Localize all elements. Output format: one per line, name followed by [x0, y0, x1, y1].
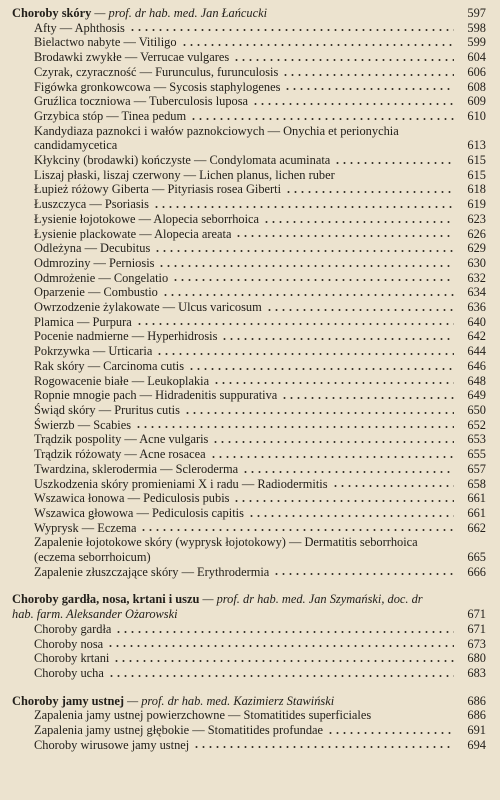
- dot-leader: [129, 22, 454, 32]
- entry-text: Brodawki zwykłe — Verrucae vulgares: [34, 50, 230, 65]
- dot-leader: [153, 199, 454, 209]
- entry-page-number: 598: [467, 20, 486, 35]
- toc-entry[interactable]: [34, 651, 486, 666]
- entry-page-number: 671: [467, 621, 486, 636]
- toc-entry[interactable]: [34, 241, 486, 256]
- entry-page-number: 609: [467, 94, 486, 109]
- entry-text: Pocenie nadmierne — Hyperhidrosis: [34, 329, 218, 344]
- entry-page-number: 613: [467, 138, 486, 153]
- entry-text: Kłykciny (brodawki) kończyste — Condylomata acuminata: [34, 153, 331, 168]
- entry-page-number: 691: [467, 723, 486, 738]
- entry-page-number: 640: [467, 314, 486, 329]
- toc-entry[interactable]: [34, 506, 486, 521]
- dot-leader: [136, 316, 454, 326]
- dot-leader: [242, 464, 454, 474]
- toc-entry[interactable]: [34, 80, 486, 95]
- entry-text: Ropnie mnogie pach — Hidradenitis suppurativa: [34, 388, 278, 403]
- dot-leader: [248, 508, 454, 518]
- dot-leader: [210, 449, 454, 459]
- entry-page-number: 606: [467, 64, 486, 79]
- entry-text: Wszawica łonowa — Pediculosis pubis: [34, 491, 230, 506]
- dot-leader: [193, 739, 454, 749]
- toc-entry[interactable]: [34, 168, 486, 183]
- entry-text: Bielactwo nabyte — Vitiligo: [34, 35, 177, 50]
- dot-leader: [266, 302, 454, 312]
- entry-text: Choroby nosa: [34, 636, 104, 651]
- entry-page-number: 653: [467, 432, 486, 447]
- toc-entry[interactable]: [34, 723, 486, 738]
- section-title: Choroby skóry: [12, 6, 92, 20]
- toc-entry[interactable]: [34, 622, 486, 637]
- entry-page-number: 661: [467, 491, 486, 506]
- entry-text: Oparzenie — Combustio: [34, 285, 158, 300]
- entry-text: Wyprysk — Eczema: [34, 520, 137, 535]
- toc-entry[interactable]: [34, 182, 486, 197]
- toc-entry[interactable]: [34, 666, 486, 681]
- dot-leader: [135, 419, 454, 429]
- entry-page-number: 694: [467, 737, 486, 752]
- toc-entry[interactable]: [34, 329, 486, 344]
- toc-section: [12, 694, 486, 753]
- section-title: Choroby jamy ustnej: [12, 693, 124, 708]
- entry-list: [12, 622, 486, 681]
- toc-entry[interactable]: [34, 565, 486, 580]
- toc-entry[interactable]: [34, 738, 486, 753]
- entry-page-number: 680: [467, 651, 486, 666]
- dot-leader: [172, 272, 454, 282]
- entry-text: Trądzik różowaty — Acne rosacea: [34, 447, 206, 462]
- dot-leader: [221, 331, 454, 341]
- entry-page-number: 615: [467, 153, 486, 168]
- entry-text: Gruźlica toczniowa — Tuberculosis luposa: [34, 94, 249, 109]
- dot-leader: [213, 375, 454, 385]
- dot-leader: [188, 361, 454, 371]
- dot-leader: [281, 390, 454, 400]
- dot-leader: [107, 638, 454, 648]
- entry-page-number: 610: [467, 108, 486, 123]
- toc-entry[interactable]: [34, 432, 486, 447]
- entry-page-number: 657: [467, 461, 486, 476]
- entry-page-number: 615: [467, 167, 486, 182]
- toc-entry[interactable]: [34, 227, 486, 242]
- entry-page-number: 665: [467, 550, 486, 565]
- toc-entry[interactable]: [34, 535, 486, 564]
- dot-leader: [113, 653, 454, 663]
- entry-text: Pokrzywka — Urticaria: [34, 344, 153, 359]
- dot-leader: [285, 184, 454, 194]
- entry-page-number: 604: [467, 50, 486, 65]
- entry-text: Choroby ucha: [34, 665, 104, 680]
- entry-text: Zapalenia jamy ustnej powierzchowne — Stomatitides superficiales: [34, 708, 372, 723]
- dot-leader: [332, 478, 454, 488]
- entry-text: Rak skóry — Carcinoma cutis: [34, 358, 185, 373]
- entry-text: Zapalenie złuszczające skóry — Erythrodermia: [34, 564, 270, 579]
- section-authors: — prof. dr hab. med. Kazimierz Stawiński: [123, 693, 335, 708]
- section-heading[interactable]: [12, 592, 486, 621]
- entry-text: Kandydiaza paznokci i wałów paznokciowych — Onychia et perionychia candidamycetica: [34, 123, 399, 153]
- section-page-number: 686: [467, 693, 486, 708]
- section-heading-text: [12, 6, 458, 21]
- entry-page-number: 644: [467, 344, 486, 359]
- entry-text: Świerzb — Scabies: [34, 417, 132, 432]
- dot-leader: [327, 725, 454, 735]
- dot-leader: [282, 67, 454, 77]
- toc-entry[interactable]: [34, 35, 486, 50]
- section-heading[interactable]: [12, 6, 486, 21]
- entry-page-number: 619: [467, 197, 486, 212]
- entry-text: Grzybica stóp — Tinea pedum: [34, 108, 187, 123]
- entry-page-number: 599: [467, 35, 486, 50]
- entry-page-number: 623: [467, 211, 486, 226]
- entry-page-number: 658: [467, 476, 486, 491]
- toc-entry[interactable]: [34, 109, 486, 124]
- entry-text: Odleżyna — Decubitus: [34, 241, 151, 256]
- section-page-number: 597: [467, 6, 486, 20]
- dot-leader: [252, 96, 454, 106]
- toc-entry[interactable]: [34, 708, 486, 723]
- toc-section: [12, 592, 486, 680]
- entry-text: Twardzina, sklerodermia — Scleroderma: [34, 461, 239, 476]
- toc-entry[interactable]: [34, 315, 486, 330]
- entry-text: Figówka gronkowcowa — Sycosis staphylogenes: [34, 79, 281, 94]
- entry-page-number: 648: [467, 373, 486, 388]
- toc-entry[interactable]: [34, 344, 486, 359]
- toc-entry[interactable]: [34, 94, 486, 109]
- entry-page-number: 666: [467, 564, 486, 579]
- dot-leader: [190, 111, 454, 121]
- entry-page-number: 636: [467, 300, 486, 315]
- toc-entry[interactable]: [34, 637, 486, 652]
- entry-text: Choroby gardła: [34, 621, 112, 636]
- section-authors: — prof. dr hab. med. Jan Łańcucki: [91, 6, 268, 20]
- dot-leader: [158, 258, 454, 268]
- entry-text: Owrzodzenie żylakowate — Ulcus varicosum: [34, 300, 262, 315]
- dot-leader: [235, 228, 454, 238]
- entry-page-number: 655: [467, 447, 486, 462]
- dot-leader: [184, 405, 454, 415]
- entry-page-number: 686: [467, 708, 486, 723]
- entry-page-number: 661: [467, 505, 486, 520]
- dot-leader: [334, 155, 454, 165]
- toc-entry[interactable]: [34, 403, 486, 418]
- section-heading[interactable]: [12, 694, 486, 709]
- entry-page-number: 618: [467, 182, 486, 197]
- entry-text: Afty — Aphthosis: [34, 20, 125, 35]
- toc-entry[interactable]: [34, 124, 486, 153]
- section-authors: — prof. dr hab. med. Jan Szymański, doc. dr hab. farm. Aleksander Ożarowski: [12, 592, 423, 622]
- entry-text: Choroby krtani: [34, 651, 110, 666]
- toc-entry[interactable]: [34, 491, 486, 506]
- dot-leader: [162, 287, 454, 297]
- entry-text: Łuszczyca — Psoriasis: [34, 197, 149, 212]
- dot-leader: [154, 243, 454, 253]
- entry-list: [12, 708, 486, 752]
- dot-leader: [140, 522, 454, 532]
- entry-page-number: 642: [467, 329, 486, 344]
- toc-entry[interactable]: [34, 197, 486, 212]
- dot-leader: [273, 566, 454, 576]
- section-heading-text: [12, 592, 458, 621]
- entry-text: Trądzik pospolity — Acne vulgaris: [34, 432, 209, 447]
- dot-leader: [233, 493, 454, 503]
- section-page-number: 671: [467, 607, 486, 622]
- dot-leader: [181, 37, 454, 47]
- toc-entry[interactable]: [34, 521, 486, 536]
- toc-entry[interactable]: [34, 388, 486, 403]
- entry-text: Choroby wirusowe jamy ustnej: [34, 737, 190, 752]
- entry-text: Czyrak, czyraczność — Furunculus, furunculosis: [34, 64, 279, 79]
- dot-leader: [233, 52, 454, 62]
- toc-entry[interactable]: [34, 65, 486, 80]
- entry-text: Odmroziny — Perniosis: [34, 255, 155, 270]
- entry-page-number: 683: [467, 665, 486, 680]
- dot-leader: [263, 214, 454, 224]
- entry-page-number: 662: [467, 520, 486, 535]
- entry-list: [12, 21, 486, 580]
- entry-page-number: 630: [467, 255, 486, 270]
- toc-entry[interactable]: [34, 374, 486, 389]
- dot-leader: [108, 668, 454, 678]
- dot-leader: [284, 81, 454, 91]
- toc-entry[interactable]: [34, 477, 486, 492]
- toc-entry[interactable]: [34, 285, 486, 300]
- toc-entry[interactable]: [34, 50, 486, 65]
- entry-page-number: 626: [467, 226, 486, 241]
- dot-leader: [156, 346, 454, 356]
- toc-entry[interactable]: [34, 359, 486, 374]
- entry-text: Łysienie plackowate — Alopecia areata: [34, 226, 232, 241]
- section-title: Choroby gardła, nosa, krtani i uszu: [12, 592, 200, 607]
- entry-text: Łupież różowy Giberta — Pityriasis rosea Giberti: [34, 182, 282, 197]
- dot-leader: [115, 624, 454, 634]
- entry-text: Wszawica głowowa — Pediculosis capitis: [34, 505, 244, 520]
- toc-entry[interactable]: [34, 447, 486, 462]
- entry-text: Świąd skóry — Pruritus cutis: [34, 402, 180, 417]
- entry-page-number: 646: [467, 358, 486, 373]
- toc-entry[interactable]: [34, 21, 486, 36]
- entry-page-number: 649: [467, 388, 486, 403]
- entry-page-number: 634: [467, 285, 486, 300]
- entry-text: Zapalenia jamy ustnej głębokie — Stomatitides profundae: [34, 723, 324, 738]
- entry-page-number: 650: [467, 402, 486, 417]
- toc-entry[interactable]: [34, 271, 486, 286]
- entry-text: Zapalenie łojotokowe skóry (wyprysk łojotokowy) — Dermatitis seborrhoica (eczema seborrhoicum): [34, 535, 418, 565]
- entry-text: Rogowacenie białe — Leukoplakia: [34, 373, 210, 388]
- entry-page-number: 629: [467, 241, 486, 256]
- toc-entry[interactable]: [34, 300, 486, 315]
- toc-entry[interactable]: [34, 256, 486, 271]
- entry-text: Uszkodzenia skóry promieniami X i radu — Radiodermitis: [34, 476, 328, 491]
- toc-entry[interactable]: [34, 212, 486, 227]
- entry-page-number: 632: [467, 270, 486, 285]
- toc-entry[interactable]: [34, 462, 486, 477]
- dot-leader: [212, 434, 454, 444]
- entry-text: Łysienie łojotokowe — Alopecia seborrhoica: [34, 211, 260, 226]
- toc-entry[interactable]: [34, 418, 486, 433]
- entry-page-number: 652: [467, 417, 486, 432]
- entry-page-number: 608: [467, 79, 486, 94]
- entry-text: Odmrożenie — Congelatio: [34, 270, 169, 285]
- entry-page-number: 673: [467, 636, 486, 651]
- section-heading-text: [12, 694, 458, 709]
- toc-section: [12, 6, 486, 579]
- entry-text: Liszaj płaski, liszaj czerwony — Lichen planus, lichen ruber: [34, 167, 335, 182]
- toc-entry[interactable]: [34, 153, 486, 168]
- entry-text: Plamica — Purpura: [34, 314, 132, 329]
